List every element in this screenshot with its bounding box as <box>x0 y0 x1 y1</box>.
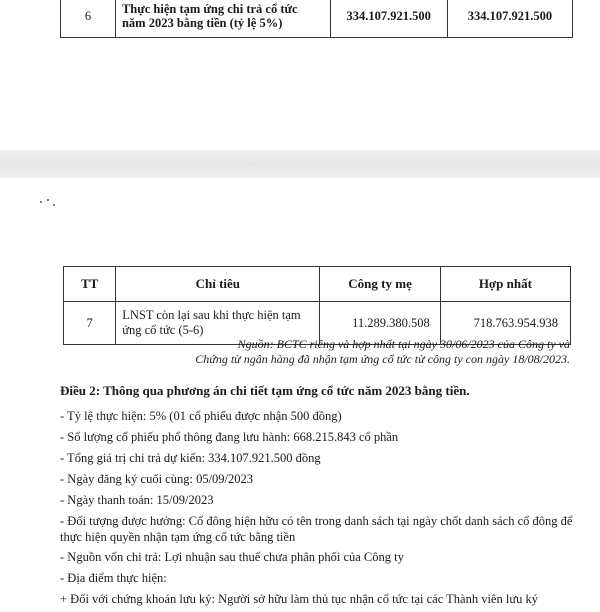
list-item: - Địa điểm thực hiện: <box>60 571 167 585</box>
article-2-heading: Điều 2: Thông qua phương án chi tiết tạm ứng cổ tức năm 2023 bằng tiền. <box>60 383 470 398</box>
header-cong-ty-me: Công ty mẹ <box>320 267 440 302</box>
row-number: 6 <box>61 0 116 38</box>
previous-page <box>0 0 600 150</box>
table-row <box>61 0 573 38</box>
source-note-line: Chứng từ ngân hàng đã nhận tạm ứng cổ tức từ công ty con ngày 18/08/2023. <box>195 352 570 366</box>
dividend-table-continued <box>60 0 573 38</box>
list-item: - Tỷ lệ thực hiện: 5% (01 cổ phiếu được nhận 500 đồng) <box>60 409 342 423</box>
page-break <box>0 150 600 178</box>
consolidated-value: 334.107.921.500 <box>447 0 572 38</box>
consolidated-value: 718.763.954.938 <box>440 302 570 345</box>
list-item: - Số lượng cổ phiếu phổ thông đang lưu hành: 668.215.843 cổ phần <box>60 430 399 444</box>
list-item: - Tổng giá trị chi trả dự kiến: 334.107.921.500 đồng <box>60 451 321 465</box>
scan-speck <box>47 199 49 201</box>
list-item: - Ngày đăng ký cuối cùng: 05/09/2023 <box>60 472 254 486</box>
list-item: - Nguồn vốn chi trả: Lợi nhuận sau thuế chưa phân phối của Công ty <box>60 550 404 564</box>
source-note <box>50 337 570 367</box>
list-item: - Ngày thanh toán: 15/09/2023 <box>60 493 214 507</box>
retained-earnings-table <box>63 266 571 345</box>
dividend-plan-list <box>60 408 580 612</box>
scan-speck <box>53 204 55 206</box>
source-note-line: Nguồn: BCTC riêng và hợp nhất tại ngày 30/06/2023 của Công ty và <box>237 337 570 351</box>
row-number: 7 <box>64 302 116 345</box>
header-chi-tieu: Chỉ tiêu <box>116 267 320 302</box>
scan-speck <box>40 201 42 203</box>
header-tt: TT <box>64 267 116 302</box>
header-hop-nhat: Hợp nhất <box>440 267 570 302</box>
table-header-row <box>64 267 571 302</box>
list-item: - Đối tượng được hưởng: Cổ đông hiện hữu có tên trong danh sách tại ngày chốt danh sách cổ đông để thực hiện quyền nhận tạm ứng cổ tức bằng tiền <box>60 514 573 544</box>
parent-company-value: 11.289.380.508 <box>320 302 440 345</box>
parent-company-value: 334.107.921.500 <box>330 0 447 38</box>
row-indicator: Thực hiện tạm ứng chi trả cổ tức năm 2023 bằng tiền (tỷ lệ 5%) <box>115 0 330 38</box>
list-item: + Đối với chứng khoán lưu ký: Người sở hữu làm thủ tục nhận cổ tức tại các Thành viên lưu ký <box>60 592 538 606</box>
row-indicator: LNST còn lại sau khi thực hiện tạm ứng cổ tức (5-6) <box>116 302 320 345</box>
